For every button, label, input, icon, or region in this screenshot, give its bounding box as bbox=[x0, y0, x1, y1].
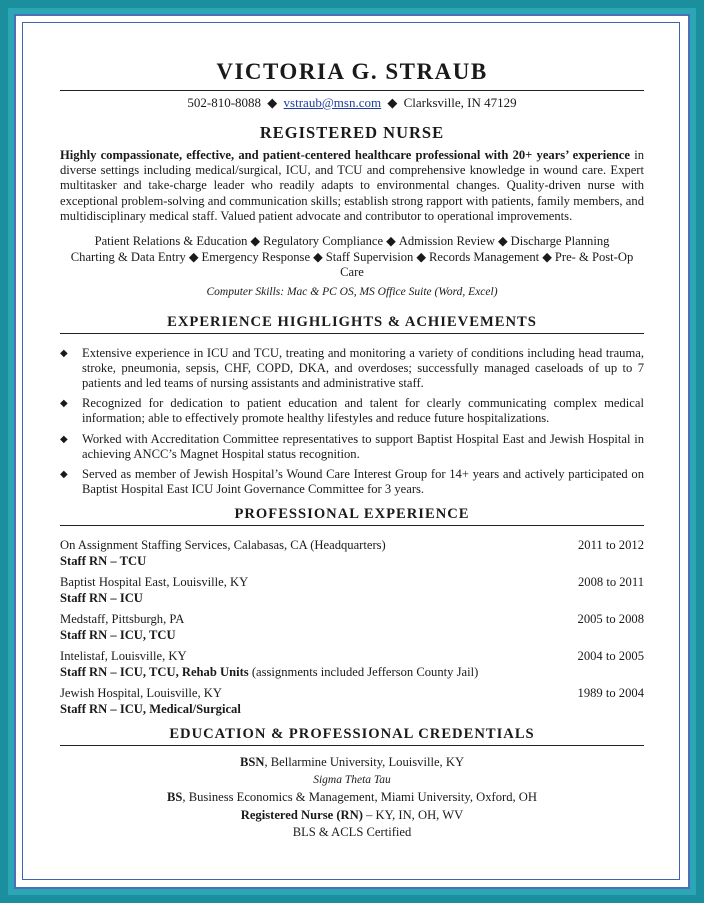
diamond-separator: ◆ bbox=[386, 234, 396, 249]
summary-lead: Highly compassionate, effective, and patient-centered healthcare professional with 20+ years’ experience bbox=[60, 148, 630, 162]
skill-item: Patient Relations & Education bbox=[94, 234, 248, 249]
diamond-bullet-icon: ◆ bbox=[60, 468, 68, 480]
diamond-bullet-icon: ◆ bbox=[60, 347, 68, 359]
experience-heading: PROFESSIONAL EXPERIENCE bbox=[234, 506, 470, 523]
degree-label: BS bbox=[167, 790, 183, 805]
employer: Intelistaf, Louisville, KY bbox=[60, 649, 187, 664]
license-states: – KY, IN, OH, WV bbox=[362, 807, 464, 822]
job-entry bbox=[60, 538, 644, 569]
phone-number: 502-810-8088 bbox=[187, 95, 262, 110]
diamond-bullet-icon: ◆ bbox=[60, 398, 68, 410]
role-title: Staff RN – TCU bbox=[60, 553, 147, 568]
job-dates: 2011 to 2012 bbox=[577, 538, 644, 553]
school: , Business Economics & Management, Miami University, Oxford, OH bbox=[182, 790, 537, 805]
skills-row bbox=[60, 234, 644, 250]
list-item bbox=[60, 396, 644, 426]
diamond-separator: ◆ bbox=[497, 234, 508, 249]
skill-item: Admission Review bbox=[398, 234, 495, 249]
list-item bbox=[60, 346, 644, 392]
job-role bbox=[60, 554, 644, 570]
highlight-text: Served as member of Jewish Hospital’s Wound Care Interest Group for 14+ years and actively participated on Baptist Hospital East ICU Joint Governance Committee for 3 years. bbox=[82, 466, 644, 497]
diamond-separator: ◆ bbox=[188, 249, 199, 264]
job-dates: 2005 to 2008 bbox=[577, 612, 644, 627]
job-entry bbox=[60, 575, 644, 606]
job-role bbox=[60, 702, 644, 718]
role-title: Staff RN – ICU, TCU bbox=[60, 627, 176, 642]
diamond-bullet-icon: ◆ bbox=[60, 433, 68, 445]
job-role bbox=[60, 591, 644, 607]
degree-bs bbox=[60, 789, 644, 807]
candidate-name: VICTORIA G. STRAUB bbox=[216, 59, 488, 84]
list-item bbox=[60, 467, 644, 497]
job-entry bbox=[60, 649, 644, 680]
experience-list bbox=[60, 538, 644, 717]
diamond-separator: ◆ bbox=[416, 249, 427, 264]
school: , Bellarmine University, Louisville, KY bbox=[264, 755, 465, 770]
skill-item: Records Management bbox=[429, 249, 540, 264]
highlight-text: Recognized for dedication to patient education and talent for clearly communicating complex medical information; able to effectively promote healthy lifestyles and reduce future hospitalizations. bbox=[82, 396, 644, 426]
role-note: (assignments included Jefferson County Jail) bbox=[248, 664, 479, 679]
license-label: Registered Nurse (RN) bbox=[240, 807, 363, 822]
contact-line bbox=[60, 94, 644, 111]
location: Clarksville, IN 47129 bbox=[403, 95, 517, 110]
skills-row bbox=[60, 250, 644, 281]
highlights-heading: EXPERIENCE HIGHLIGHTS & ACHIEVEMENTS bbox=[167, 313, 537, 330]
certifications: BLS & ACLS Certified bbox=[292, 825, 412, 840]
job-dates: 1989 to 2004 bbox=[577, 686, 644, 701]
header-rule bbox=[60, 90, 644, 91]
list-item bbox=[60, 432, 644, 462]
degree-bsn bbox=[60, 754, 644, 772]
role-title: Staff RN – ICU bbox=[60, 590, 143, 605]
job-dates: 2004 to 2005 bbox=[577, 649, 644, 664]
highlights-list bbox=[60, 346, 644, 498]
education-heading: EDUCATION & PROFESSIONAL CREDENTIALS bbox=[169, 726, 535, 743]
email-link[interactable]: vstraub@msn.com bbox=[283, 95, 382, 110]
role-title: Staff RN – ICU, TCU, Rehab Units bbox=[60, 664, 249, 679]
section-rule bbox=[60, 333, 644, 334]
skill-item: Staff Supervision bbox=[325, 249, 414, 264]
employer: Jewish Hospital, Louisville, KY bbox=[60, 686, 222, 701]
license bbox=[60, 807, 644, 825]
section-rule bbox=[60, 745, 644, 746]
job-dates: 2008 to 2011 bbox=[577, 575, 644, 590]
professional-summary bbox=[60, 148, 644, 224]
employer: On Assignment Staffing Services, Calabasas, CA (Headquarters) bbox=[60, 538, 386, 553]
resume-content bbox=[60, 58, 644, 842]
employer: Medstaff, Pittsburgh, PA bbox=[60, 612, 185, 627]
honor-society: Sigma Theta Tau bbox=[313, 773, 391, 786]
diamond-separator: ◆ bbox=[250, 234, 261, 249]
highlight-text: Extensive experience in ICU and TCU, treating and monitoring a variety of conditions including head trauma, stroke, pneumonia, sepsis, CHF, COPD, DKA, and overdoses; successfully managed caseloads of up to 7 patients and led teams of nursing assistants and administrative staff. bbox=[82, 345, 644, 390]
job-title-heading: REGISTERED NURSE bbox=[259, 123, 445, 142]
degree-label: BSN bbox=[239, 755, 265, 770]
skill-item: Emergency Response bbox=[201, 249, 311, 264]
job-role bbox=[60, 665, 644, 681]
job-entry bbox=[60, 686, 644, 717]
education-list bbox=[60, 754, 644, 842]
section-rule bbox=[60, 525, 644, 526]
summary-body: in diverse settings including medical/surgical, ICU, and TCU and comprehensive knowledge in wound care. Expert multitasker and take-charge leader who readily adapts to environmental changes. Quality-driven nurse with exceptional problem-solving and communication skills; establish strong rapport with patients, family members, and multidisciplinary medical staff. Valued patient advocate and contributor to operational improvements. bbox=[60, 148, 644, 223]
core-skills bbox=[60, 234, 644, 281]
role-title: Staff RN – ICU, Medical/Surgical bbox=[60, 701, 241, 716]
highlight-text: Worked with Accreditation Committee representatives to support Baptist Hospital East and Jewish Hospital in achieving ANCC’s Magnet Hospital status recognition. bbox=[82, 431, 644, 461]
diamond-separator: ◆ bbox=[542, 249, 552, 264]
skill-item: Pre- & Post-Op Care bbox=[340, 249, 634, 280]
diamond-separator: ◆ bbox=[313, 249, 323, 264]
job-role bbox=[60, 628, 644, 644]
job-entry bbox=[60, 612, 644, 643]
computer-skills: Computer Skills: Mac & PC OS, MS Office Suite (Word, Excel) bbox=[206, 285, 498, 298]
diamond-separator: ◆ bbox=[387, 95, 398, 110]
employer: Baptist Hospital East, Louisville, KY bbox=[60, 575, 249, 590]
skill-item: Discharge Planning bbox=[510, 234, 610, 249]
diamond-separator: ◆ bbox=[267, 95, 278, 110]
skill-item: Regulatory Compliance bbox=[263, 234, 384, 249]
skill-item: Charting & Data Entry bbox=[70, 249, 186, 264]
